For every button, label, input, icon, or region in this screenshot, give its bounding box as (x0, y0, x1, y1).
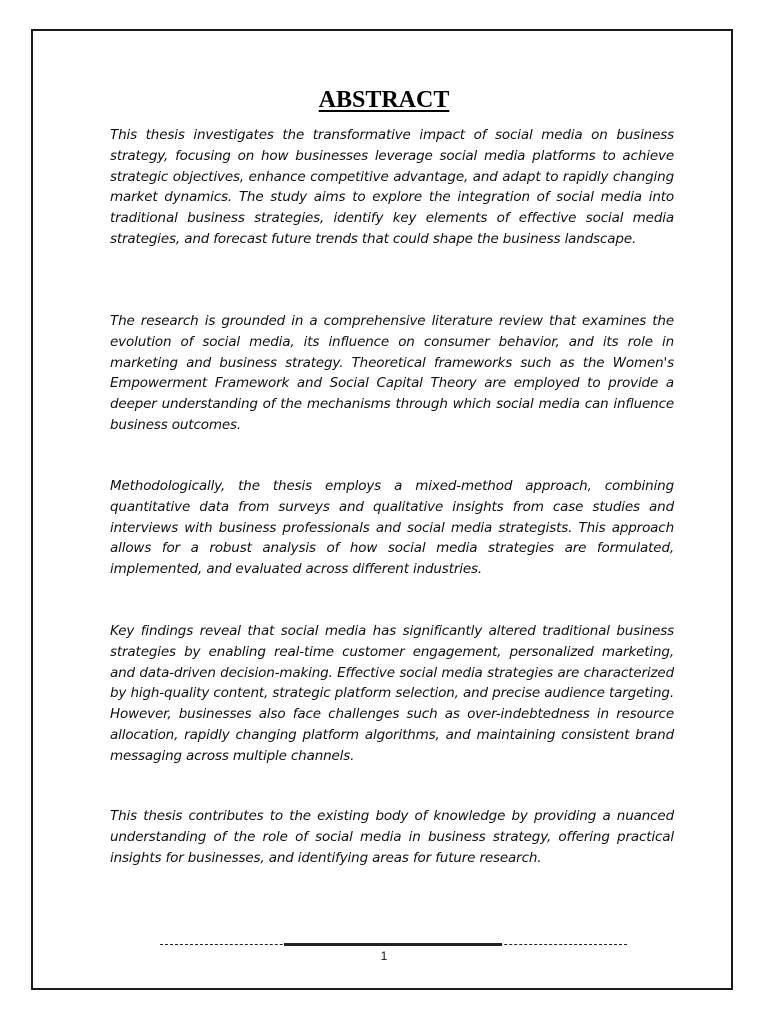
footer-divider-accent (284, 943, 502, 946)
abstract-paragraph-5: This thesis contributes to the existing body of knowledge by providing a nuanced understanding of the role of social media in business strategy, offering practical insights for businesses, and identifying areas for future research. (110, 808, 674, 866)
abstract-paragraph-1: This thesis investigates the transformative impact of social media on business strategy, focusing on how businesses leverage social media platforms to achieve strategic objectives, enhance competitive advantage, and adapt to rapidly changing market dynamics. The study aims to explore the integration of social media into traditional business strategies, identify key elements of effective social media strategies, and forecast future trends that could shape the business landscape. (110, 127, 674, 247)
page-number: 1 (380, 949, 388, 963)
abstract-paragraph-3: Methodologically, the thesis employs a mixed-method approach, combining quantitative data from surveys and qualitative insights from case studies and interviews with business professionals and social media strategists. This approach allows for a robust analysis of how social media strategies are formulated, implemented, and evaluated across different industries. (110, 478, 674, 578)
abstract-paragraph-4: Key findings reveal that social media has significantly altered traditional business strategies by enabling real-time customer engagement, personalized marketing, and data-driven decision-making. Effective social media strategies are characterized by high-quality content, strategic platform selection, and precise audience targeting. However, businesses also face challenges such as over-indebtedness in resource allocation, rapidly changing platform algorithms, and maintaining consistent brand messaging across multiple channels. (110, 623, 674, 764)
abstract-heading: ABSTRACT (318, 87, 450, 113)
abstract-paragraph-2: The research is grounded in a comprehensive literature review that examines the evolution of social media, its influence on consumer behavior, and its role in marketing and business strategy. Theoretical frameworks such as the Women's Empowerment Framework and Social Capital Theory are employed to provide a deeper understanding of the mechanisms through which social media can influence business outcomes. (110, 313, 674, 433)
